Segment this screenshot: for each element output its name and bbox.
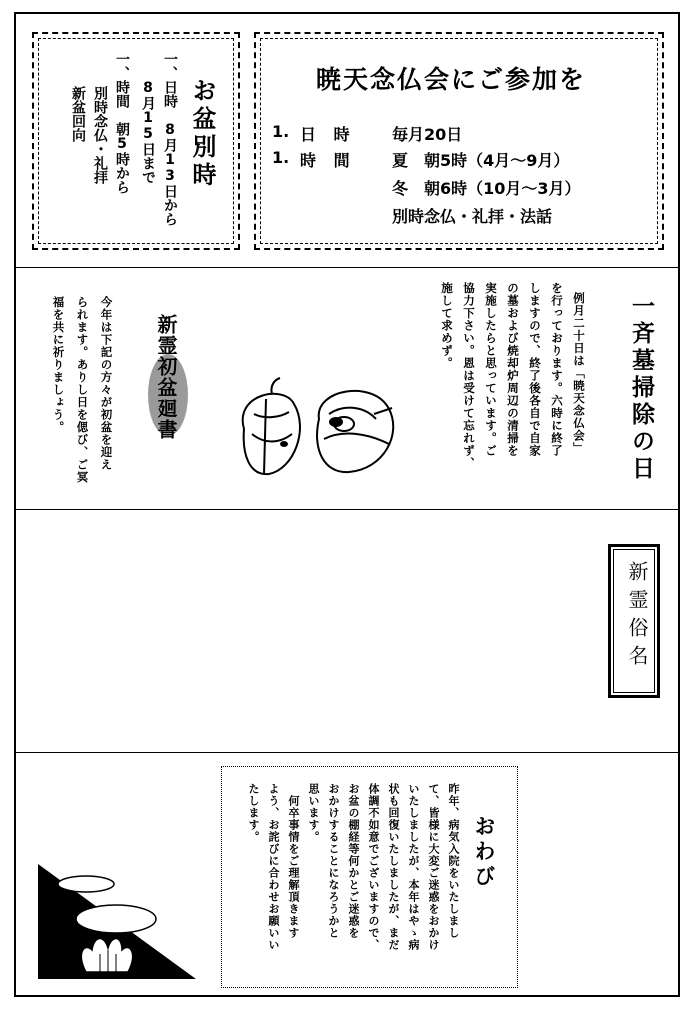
gyoten-row1-label: 日 時	[300, 125, 356, 144]
bosou-line-7: 施して求めず。	[440, 282, 454, 370]
owabi-line-10: よう、お詫びに合わせお願いい	[267, 783, 280, 951]
gyoten-box	[254, 32, 664, 250]
owabi-line-4: 状も回復いたしましたが、まだ	[387, 783, 400, 951]
gyoten-row1-num: 1.	[272, 122, 290, 141]
owabi-box	[221, 766, 518, 988]
obon-line-4: 別時念仏・礼拝	[92, 86, 108, 184]
hatsubon-line-1: 今年は下記の方々が初盆を迎え	[99, 296, 114, 471]
bosou-line-6: 協力下さい。恩は受けて忘れず、	[462, 282, 476, 470]
owabi-line-5: 体調不如意でございますので、	[367, 783, 380, 951]
gyoten-row1-value: 毎月20日	[392, 125, 463, 144]
obon-line-2: 8月15日まで	[140, 52, 156, 184]
obon-line-3: 一、時間 朝5時から	[114, 52, 130, 194]
bosou-title: 一斉墓掃除の日	[628, 294, 654, 483]
divider-2	[16, 509, 678, 510]
lotus-illustration	[36, 854, 196, 984]
owabi-title: おわび	[472, 815, 496, 890]
owabi-line-3: いたしましたが、本年はやゝ病	[407, 783, 420, 951]
gyoten-row4-value: 別時念仏・礼拝・法話	[392, 207, 553, 226]
owabi-line-9: 何卒事情をご理解頂きます	[287, 795, 300, 939]
newsletter-page	[14, 12, 680, 997]
owabi-line-7: おかけすることになろうかと	[327, 783, 340, 939]
hatsubon-title: 新霊初盆廻書	[154, 314, 178, 440]
zokumyo-title: 新霊俗名	[625, 561, 649, 673]
gyoten-row2-label: 時 間	[300, 151, 356, 170]
hatsubon-line-2: られます。ありし日を偲び、ご冥	[75, 296, 90, 484]
gyoten-row2-num: 1.	[272, 148, 290, 167]
owabi-line-1: 昨年、病気入院をいたしまし	[447, 783, 460, 939]
bosou-line-3: しますので、終了後各自で自家	[528, 282, 542, 457]
obon-line-5: 新盆回向	[70, 86, 86, 142]
bosou-line-2: を行っております。六時に終了	[550, 282, 564, 457]
divider-3	[16, 752, 678, 753]
bosou-line-4: の墓および焼却炉周辺の清掃を	[506, 282, 520, 457]
obon-box	[32, 32, 240, 250]
owabi-line-11: たします。	[247, 783, 260, 843]
gyoten-row2-value: 夏 朝5時（4月～9月）	[392, 151, 570, 170]
owabi-line-8: 思います。	[307, 783, 320, 843]
obon-title: お盆別時	[188, 78, 216, 190]
gyoten-title: 暁天念仏会にご参加を	[316, 65, 587, 94]
zokumyo-box	[608, 544, 660, 698]
owabi-line-2: て、皆様に大変ご迷惑をおかけ	[427, 783, 440, 951]
divider-1	[16, 267, 678, 268]
hatsubon-line-3: 福を共に祈りましょう。	[51, 296, 66, 434]
bosou-line-5: 実施したらと思っています。ご	[484, 282, 498, 457]
obon-line-1: 一、日時 8月13日から	[162, 52, 178, 226]
fruit-illustration	[224, 374, 404, 484]
bosou-line-1: 例月二十日は「暁天念仏会」	[572, 292, 586, 455]
owabi-line-6: お盆の棚経等何かとご迷惑を	[347, 783, 360, 939]
gyoten-row3-value: 冬 朝6時（10月～3月）	[392, 179, 581, 198]
